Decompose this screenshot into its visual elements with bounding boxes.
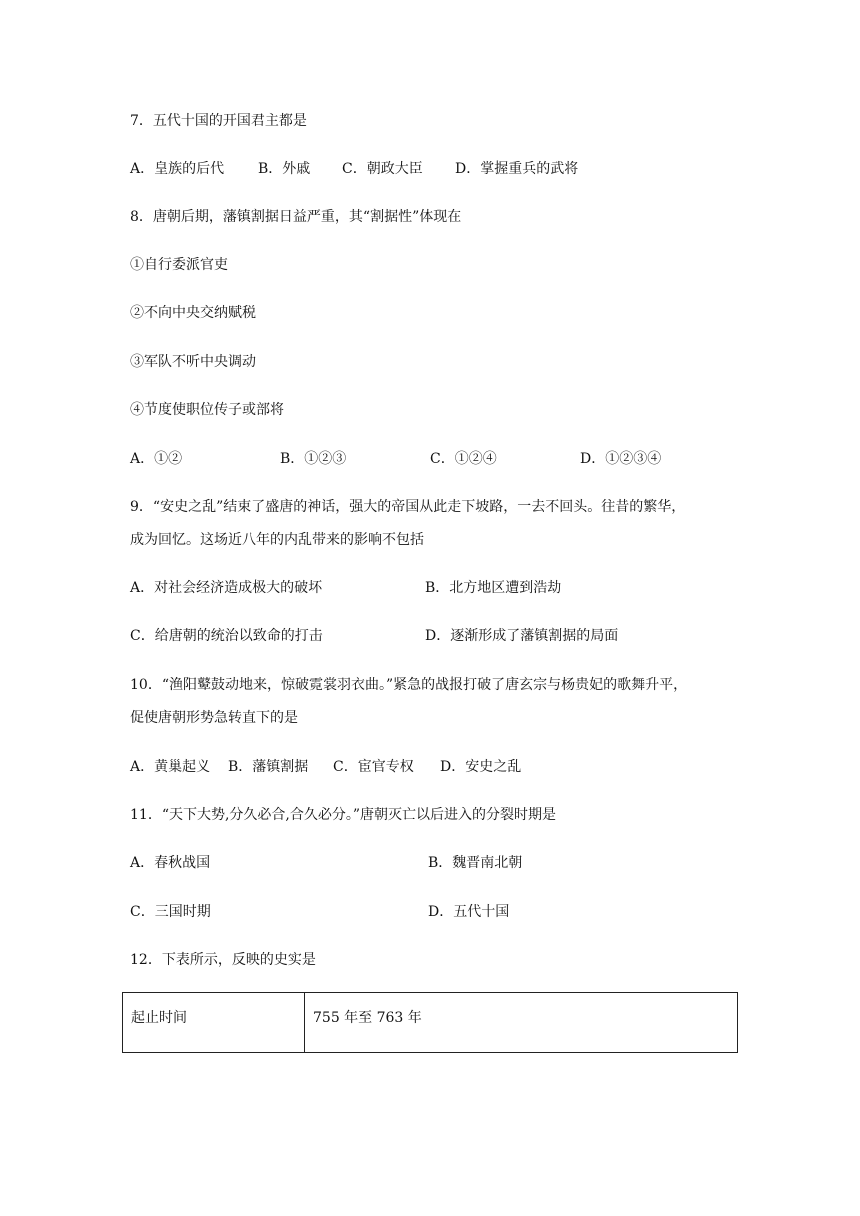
table-cell-label: 起止时间	[123, 993, 305, 1053]
q7-option-d: D．掌握重兵的武将	[455, 161, 579, 177]
question-10-stem-line1: 10．“渔阳鼙鼓动地来，惊破霓裳羽衣曲。”紧急的战报打破了唐玄宗与杨贵妃的歌舞升平，	[130, 677, 688, 693]
q11-option-d: D．五代十国	[428, 904, 510, 920]
question-8-stem: 8．唐朝后期，藩镇割据日益严重，其“割据性”体现在	[130, 209, 462, 225]
q8-option-b: B．①②③	[280, 451, 347, 467]
q10-option-b: B．藩镇割据	[228, 759, 309, 775]
q7-option-a: A．皇族的后代	[130, 161, 225, 177]
q9-option-c: C．给唐朝的统治以致命的打击	[130, 628, 323, 644]
q9-option-a: A．对社会经济造成极大的破坏	[130, 580, 323, 596]
q7-option-b: B．外戚	[258, 161, 311, 177]
table-cell-value: 755 年至 763 年	[305, 993, 738, 1053]
q9-option-d: D．逐渐形成了藩镇割据的局面	[425, 628, 619, 644]
question-11-stem: 11．“天下大势,分久必合,合久必分。”唐朝灭亡以后进入的分裂时期是	[130, 807, 557, 823]
q10-option-c: C．宦官专权	[333, 759, 414, 775]
q8-option-d: D．①②③④	[580, 451, 662, 467]
history-table	[122, 992, 738, 1053]
question-12-stem: 12．下表所示，反映的史实是	[130, 952, 316, 968]
q7-option-c: C．朝政大臣	[342, 161, 423, 177]
question-10-stem-line2: 促使唐朝形势急转直下的是	[130, 710, 298, 726]
q11-option-b: B．魏晋南北朝	[428, 855, 523, 871]
q8-option-c: C．①②④	[430, 451, 497, 467]
q8-option-a: A．①②	[130, 451, 183, 467]
question-9-stem-line1: 9．“安史之乱”结束了盛唐的神话，强大的帝国从此走下坡路，一去不回头。往昔的繁华，	[130, 499, 686, 515]
q10-option-a: A．黄巢起义	[130, 759, 211, 775]
q11-option-c: C．三国时期	[130, 904, 211, 920]
question-7-stem: 7．五代十国的开国君主都是	[130, 113, 307, 129]
q9-option-b: B．北方地区遭到浩劫	[425, 580, 562, 596]
table-row	[123, 993, 738, 1053]
q8-item-2: ②不向中央交纳赋税	[130, 305, 256, 321]
question-9-stem-line2: 成为回忆。这场近八年的内乱带来的影响不包括	[130, 532, 424, 548]
q8-item-4: ④节度使职位传子或部将	[130, 402, 284, 418]
q11-option-a: A．春秋战国	[130, 855, 211, 871]
q8-item-1: ①自行委派官吏	[130, 257, 228, 273]
q10-option-d: D．安史之乱	[440, 759, 522, 775]
q8-item-3: ③军队不听中央调动	[130, 354, 256, 370]
